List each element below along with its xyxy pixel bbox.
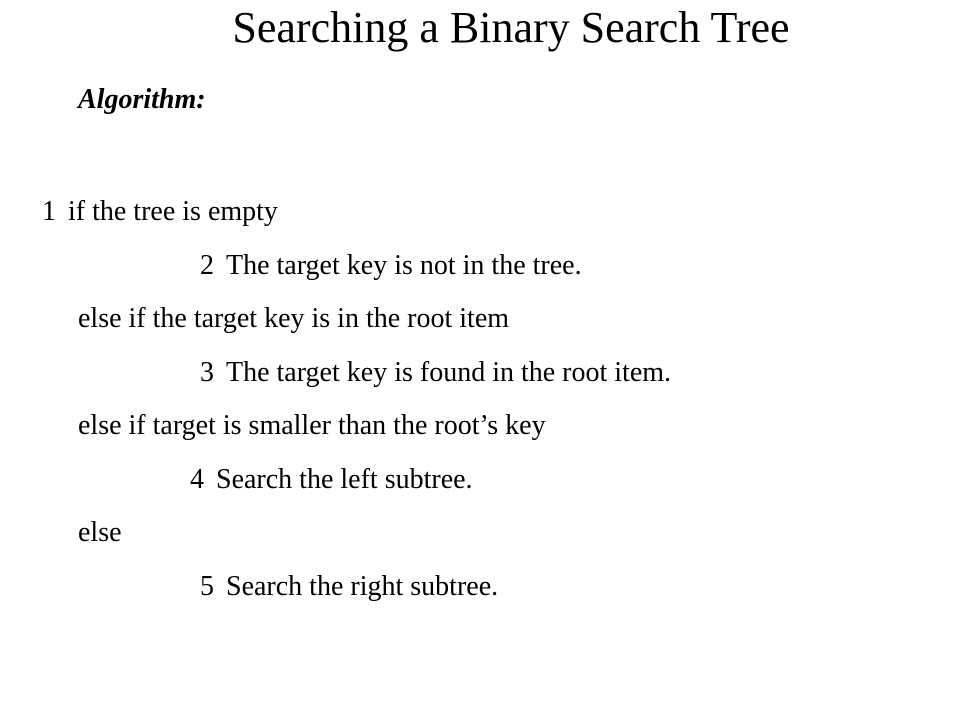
line-number: 5 (200, 571, 214, 602)
algorithm-line-5 (200, 570, 498, 604)
line-number: 3 (200, 357, 214, 388)
line-text: else if target is smaller than the root’s key (78, 410, 546, 441)
line-text: else if the target key is in the root item (78, 303, 510, 334)
line-number: 1 (42, 196, 56, 227)
algorithm-line-3 (200, 356, 671, 390)
algorithm-line-2 (200, 249, 582, 283)
line-text: Search the left subtree. (216, 464, 473, 495)
algorithm-line-else (78, 516, 122, 550)
algorithm-heading: Algorithm: (78, 84, 206, 115)
line-text: if the tree is empty (68, 196, 278, 227)
line-text: The target key is not in the tree. (226, 250, 582, 281)
algorithm-line-4 (190, 463, 473, 497)
algorithm-line-else-if-root (78, 302, 509, 336)
algorithm-line-else-if-smaller (78, 409, 546, 443)
line-text: Search the right subtree. (226, 571, 499, 602)
line-text: The target key is found in the root item. (226, 357, 672, 388)
algorithm-line-1 (42, 195, 278, 229)
line-number: 4 (190, 464, 204, 495)
slide-title: Searching a Binary Search Tree (232, 3, 790, 52)
line-number: 2 (200, 250, 214, 281)
line-text: else (78, 517, 122, 548)
